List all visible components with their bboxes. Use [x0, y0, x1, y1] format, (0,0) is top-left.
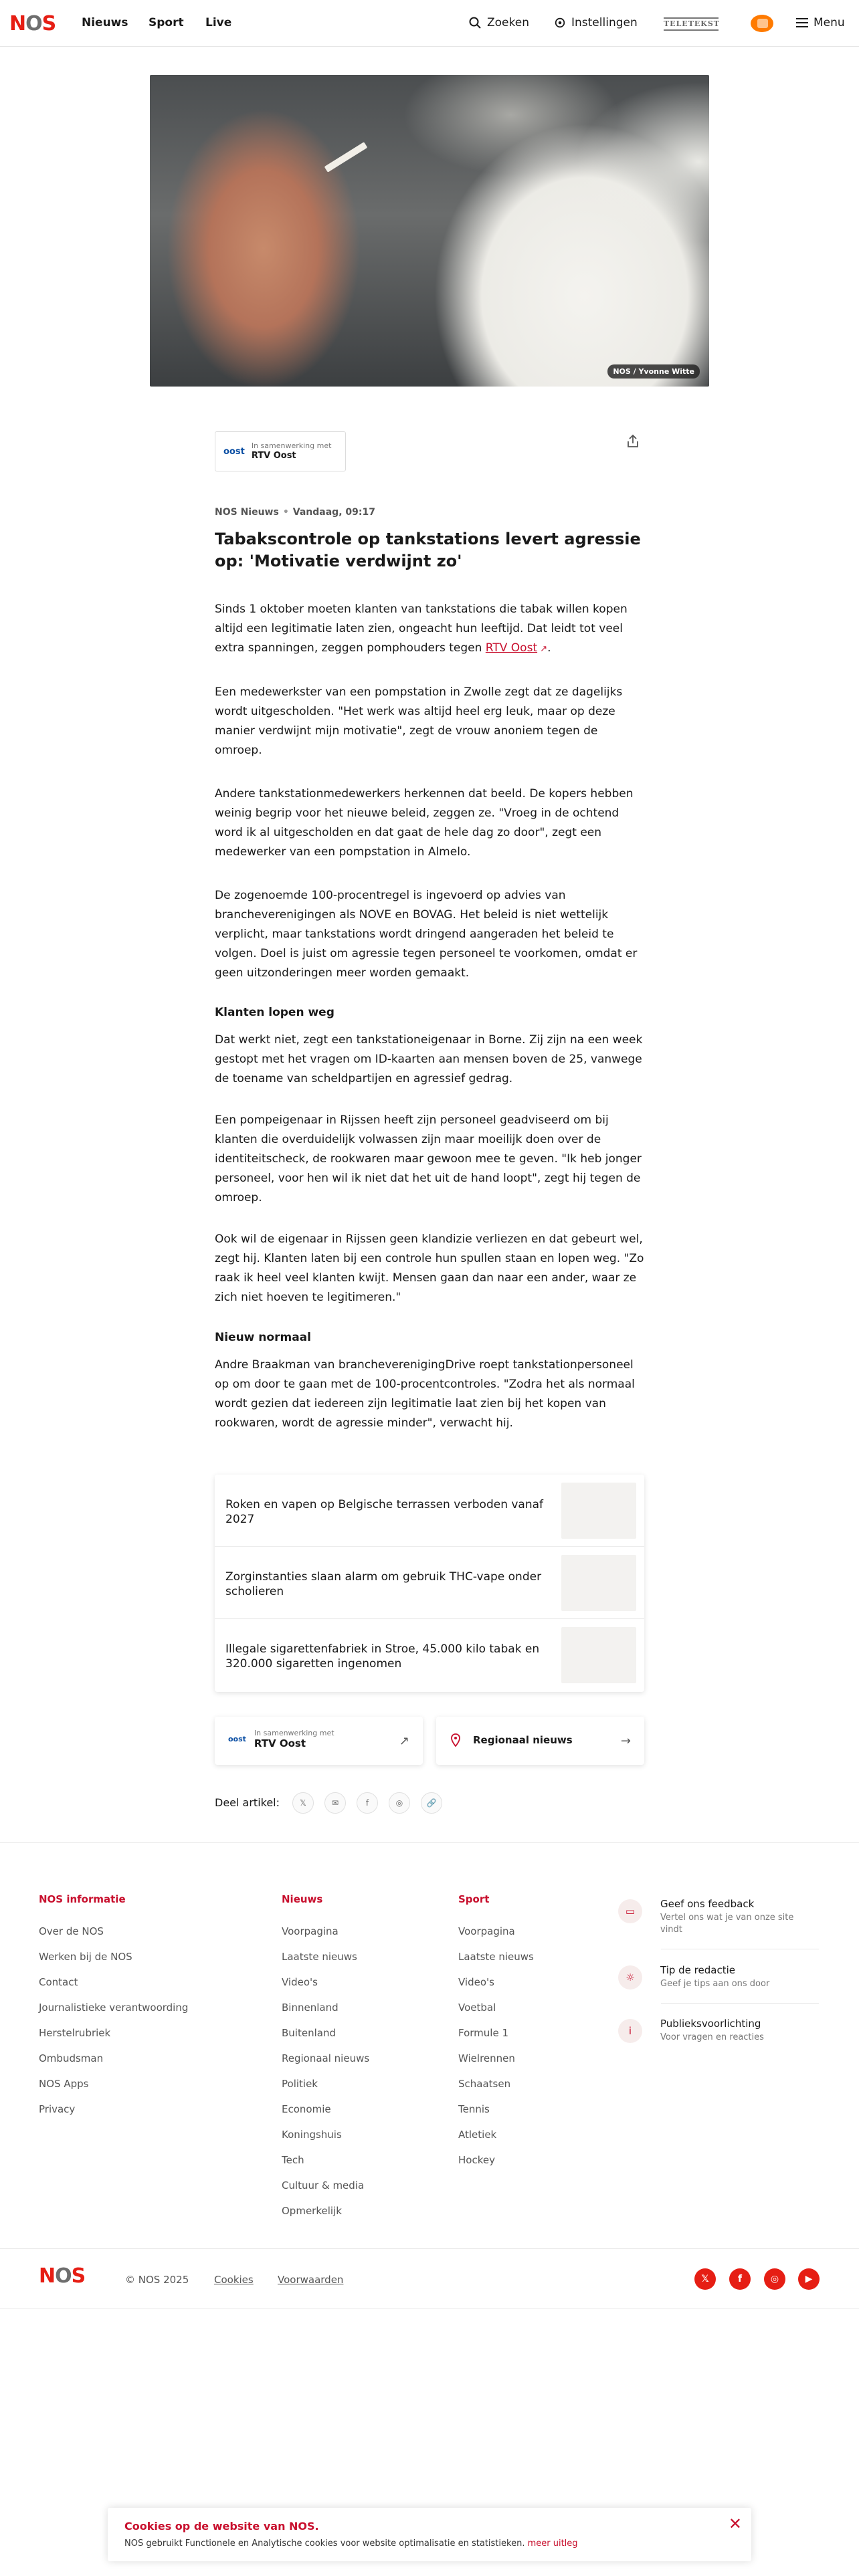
- instagram-social-icon[interactable]: ◎: [764, 2268, 785, 2290]
- partner-badge[interactable]: [215, 431, 346, 471]
- cookie-more-link[interactable]: meer uitleg: [527, 2539, 578, 2549]
- footer-link[interactable]: NOS Apps: [39, 2078, 89, 2090]
- footer-link[interactable]: Voetbal: [458, 2002, 496, 2014]
- feedback-icon: ▭: [618, 1899, 642, 1923]
- footer-link[interactable]: Tennis: [458, 2103, 490, 2115]
- article-paragraph: Een pompeigenaar in Rijssen heeft zijn personeel geadviseerd om bij klanten die overduidelijk volwassen zijn maar moeilijk doen over de identiteitscheck, de rookwaren maar gewoon mee te geven. "Ik heb jonger personeel, voor hen wil ik niet dat het uit de hand loopt", zegt hij tegen de omroep.: [215, 1113, 642, 1204]
- close-icon[interactable]: ✕: [728, 2514, 742, 2533]
- footer-link[interactable]: Tech: [282, 2154, 304, 2166]
- whatsapp-share-icon[interactable]: ◎: [389, 1792, 410, 1814]
- external-arrow-icon: ↗: [399, 1734, 409, 1748]
- article-paragraph: Een medewerkster van een pompstation in Zwolle zegt dat ze dagelijks wordt uitgescholden. "Het werk was altijd heel erg leuk, maar op deze manier verdwijnt mijn motivatie", zegt de vrouw anoniem tegen de omroep.: [215, 685, 623, 757]
- subheading: Nieuw normaal: [215, 1331, 311, 1344]
- footer-col-title: NOS informatie: [39, 1893, 126, 1905]
- gear-icon: [554, 17, 566, 29]
- related-title: Roken en vapen op Belgische terrassen verboden vanaf 2027: [225, 1498, 544, 1526]
- footer-link[interactable]: Koningshuis: [282, 2129, 342, 2141]
- article-source: NOS Nieuws: [215, 507, 279, 518]
- photo-credit: NOS / Yvonne Witte: [607, 364, 700, 379]
- related-item[interactable]: [215, 1547, 644, 1619]
- share-icon: [625, 433, 641, 449]
- info-link[interactable]: [618, 2018, 819, 2048]
- footer-link[interactable]: Werken bij de NOS: [39, 1951, 132, 1963]
- footer-link[interactable]: Voorpagina: [282, 1925, 339, 1937]
- footer-link[interactable]: Laatste nieuws: [282, 1951, 357, 1963]
- info-title: Publieksvoorlichting: [660, 2018, 761, 2030]
- info-icon: i: [618, 2019, 642, 2043]
- footer-link[interactable]: Privacy: [39, 2103, 76, 2115]
- related-articles: [215, 1475, 644, 1692]
- rtv-oost-link[interactable]: RTV Oost: [485, 641, 538, 655]
- subheading: Klanten lopen weg: [215, 1006, 335, 1019]
- email-share-icon[interactable]: ✉: [324, 1792, 346, 1814]
- partner-label: In samenwerking met: [251, 441, 332, 450]
- related-item[interactable]: [215, 1475, 644, 1547]
- share-button[interactable]: [625, 433, 641, 449]
- facebook-share-icon[interactable]: f: [357, 1792, 378, 1814]
- hero-image: [150, 75, 709, 387]
- regional-news-card[interactable]: [436, 1717, 644, 1765]
- footer-col-title: Sport: [458, 1893, 490, 1905]
- footer-link[interactable]: Contact: [39, 1976, 78, 1988]
- youtube-social-icon[interactable]: ▶: [798, 2268, 820, 2290]
- article-title: Tabakscontrole op tankstations levert agressie op: 'Motivatie verdwijnt zo': [215, 530, 641, 570]
- cookies-link[interactable]: Cookies: [214, 2274, 254, 2286]
- search-icon: [468, 16, 482, 29]
- partner-card-name: RTV Oost: [254, 1737, 306, 1749]
- nav-nieuws[interactable]: Nieuws: [82, 16, 128, 29]
- footer-sport-list: [458, 1919, 534, 2173]
- footer-info-list: [39, 1919, 188, 2122]
- related-thumbnail: [561, 1555, 636, 1611]
- external-link-icon: ↗: [537, 644, 548, 654]
- search-label: Zoeken: [487, 16, 529, 29]
- footer-link[interactable]: Herstelrubriek: [39, 2027, 111, 2039]
- feedback-title: Geef ons feedback: [660, 1898, 755, 1910]
- menu-label: Menu: [814, 16, 845, 29]
- article-paragraph: Andre Braakman van brancheverenigingDrive roept tankstationpersoneel op om door te gaan met de 100-procentcontroles. "Zodra het als normaal wordt gezien dat iedereen zijn legitimatie laat zien bij het kopen van rookwaren, wordt de agressie minder", verwacht hij.: [215, 1358, 635, 1430]
- cookie-title: Cookies op de website van NOS.: [124, 2520, 319, 2533]
- cigarette-shape: [324, 142, 368, 173]
- footer-divider: [0, 1842, 859, 1843]
- tip-link[interactable]: [618, 1964, 819, 1994]
- location-pin-icon: [451, 1733, 460, 1747]
- article-paragraph: Dat werkt niet, zegt een tankstationeigenaar in Borne. Zij zijn na een week gestopt met het vragen om ID-kaarten aan mensen boven de 25, vanwege de toename van scheldpartijen en agressief gedrag.: [215, 1033, 643, 1085]
- nav-live[interactable]: Live: [205, 16, 232, 29]
- footer-divider: [0, 2248, 859, 2249]
- related-thumbnail: [561, 1483, 636, 1539]
- footer-link[interactable]: Over de NOS: [39, 1925, 104, 1937]
- related-item[interactable]: [215, 1619, 644, 1691]
- nos-logo[interactable]: NOS: [9, 12, 56, 35]
- article-paragraph: Sinds 1 oktober moeten klanten van tankstations die tabak willen kopen altijd een legitimatie laten zien, ongeacht hun leeftijd. Dat leidt tot veel extra spanningen, zeggen pomphouders tegen RTV Oost ↗.: [215, 603, 628, 655]
- npo-logo[interactable]: [751, 15, 773, 32]
- footer-link[interactable]: Ombudsman: [39, 2052, 104, 2064]
- footer-link[interactable]: Video's: [458, 1976, 494, 1988]
- article-paragraph: Ook wil de eigenaar in Rijssen geen klandizie verliezen en dat gebeurt wel, zegt hij. Klanten laten bij een controle hun spullen staan en lopen weg. "Zo raak ik heel veel klanten kwijt. Mensen gaan dan naar een ander, waar ze zich niet hoeven te legitimeren.": [215, 1232, 644, 1304]
- hamburger-icon: [796, 18, 808, 27]
- divider: [661, 2003, 819, 2004]
- feedback-subtitle: Vertel ons wat je van onze site vindt: [660, 1913, 794, 1935]
- settings-button[interactable]: [554, 16, 638, 29]
- partner-card[interactable]: [215, 1717, 423, 1765]
- lightbulb-icon: ☼: [618, 1965, 642, 1990]
- facebook-social-icon[interactable]: f: [729, 2268, 751, 2290]
- site-header: [0, 0, 859, 47]
- footer-link[interactable]: Opmerkelijk: [282, 2205, 342, 2217]
- article-paragraph: De zogenoemde 100-procentregel is ingevoerd op advies van brancheverenigingen als NOVE en BOVAG. Het beleid is niet wettelijk verplicht, maar tankstations wordt dringend aangeraden het beleid te volgen. Doel is juist om agressie tegen personeel te voorkomen, omdat er geen uitzonderingen meer worden gemaakt.: [215, 889, 638, 980]
- related-title: Zorginstanties slaan alarm om gebruik THC-vape onder scholieren: [225, 1570, 542, 1598]
- related-thumbnail: [561, 1627, 636, 1683]
- menu-button[interactable]: [796, 16, 845, 29]
- footer-link[interactable]: Binnenland: [282, 2002, 339, 2014]
- cookie-text: NOS gebruikt Functionele en Analytische cookies voor website optimalisatie en statistieken. meer uitleg: [124, 2539, 578, 2549]
- x-social-icon[interactable]: 𝕏: [694, 2268, 716, 2290]
- footer-link[interactable]: Voorpagina: [458, 1925, 515, 1937]
- x-share-icon[interactable]: 𝕏: [292, 1792, 314, 1814]
- footer-link[interactable]: Regionaal nieuws: [282, 2052, 370, 2064]
- footer-link[interactable]: Atletiek: [458, 2129, 497, 2141]
- feedback-link[interactable]: [618, 1898, 819, 1935]
- arrow-right-icon: →: [620, 1734, 631, 1748]
- partner-card-label: In samenwerking met: [254, 1729, 335, 1737]
- article-paragraph: Andere tankstationmedewerkers herkennen dat beeld. De kopers hebben weinig begrip voor het nieuwe beleid, zeggen ze. "Vroeg in de ochtend word ik al uitgescholden en dat gaat de hele dag zo door", zegt een medewerker van een pompstation in Almelo.: [215, 787, 634, 859]
- footer-col-title: Nieuws: [282, 1893, 323, 1905]
- rtv-oost-logo: oost: [223, 446, 245, 457]
- teletekst-link[interactable]: TELETEKST: [664, 17, 719, 31]
- settings-label: Instellingen: [571, 16, 638, 29]
- article-meta: NOS Nieuws • Vandaag, 09:17: [215, 507, 375, 518]
- footer-link[interactable]: Hockey: [458, 2154, 495, 2166]
- info-subtitle: Voor vragen en reacties: [660, 2032, 764, 2042]
- partner-name: RTV Oost: [251, 451, 296, 461]
- tip-subtitle: Geef je tips aan ons door: [660, 1979, 770, 1989]
- footer-link[interactable]: Journalistieke verantwoording: [39, 2002, 189, 2014]
- footer-link[interactable]: Formule 1: [458, 2027, 508, 2039]
- related-title: Illegale sigarettenfabriek in Stroe, 45.000 kilo tabak en 320.000 sigaretten ingenomen: [225, 1642, 540, 1671]
- nav-sport[interactable]: Sport: [149, 16, 184, 29]
- footer-link[interactable]: Wielrennen: [458, 2052, 515, 2064]
- article-date: Vandaag, 09:17: [292, 507, 375, 518]
- footer-link[interactable]: Laatste nieuws: [458, 1951, 534, 1963]
- footer-link[interactable]: Schaatsen: [458, 2078, 511, 2090]
- terms-link[interactable]: Voorwaarden: [278, 2274, 344, 2286]
- cookie-banner: [108, 2508, 751, 2561]
- regional-news-label: Regionaal nieuws: [473, 1734, 573, 1746]
- footer-link[interactable]: Economie: [282, 2103, 331, 2115]
- copy-link-icon[interactable]: 🔗: [421, 1792, 442, 1814]
- share-label: Deel artikel:: [215, 1796, 280, 1809]
- copyright: © NOS 2025: [125, 2274, 189, 2286]
- rtv-oost-logo: oost: [228, 1734, 246, 1743]
- search-button[interactable]: [468, 16, 529, 29]
- footer-link[interactable]: Politiek: [282, 2078, 318, 2090]
- footer-link[interactable]: Cultuur & media: [282, 2179, 365, 2191]
- footer-link[interactable]: Video's: [282, 1976, 318, 1988]
- tip-title: Tip de redactie: [660, 1964, 735, 1976]
- footer-link[interactable]: Buitenland: [282, 2027, 336, 2039]
- footer-news-list: [282, 1919, 369, 2224]
- footer-nos-logo[interactable]: NOS: [39, 2264, 86, 2288]
